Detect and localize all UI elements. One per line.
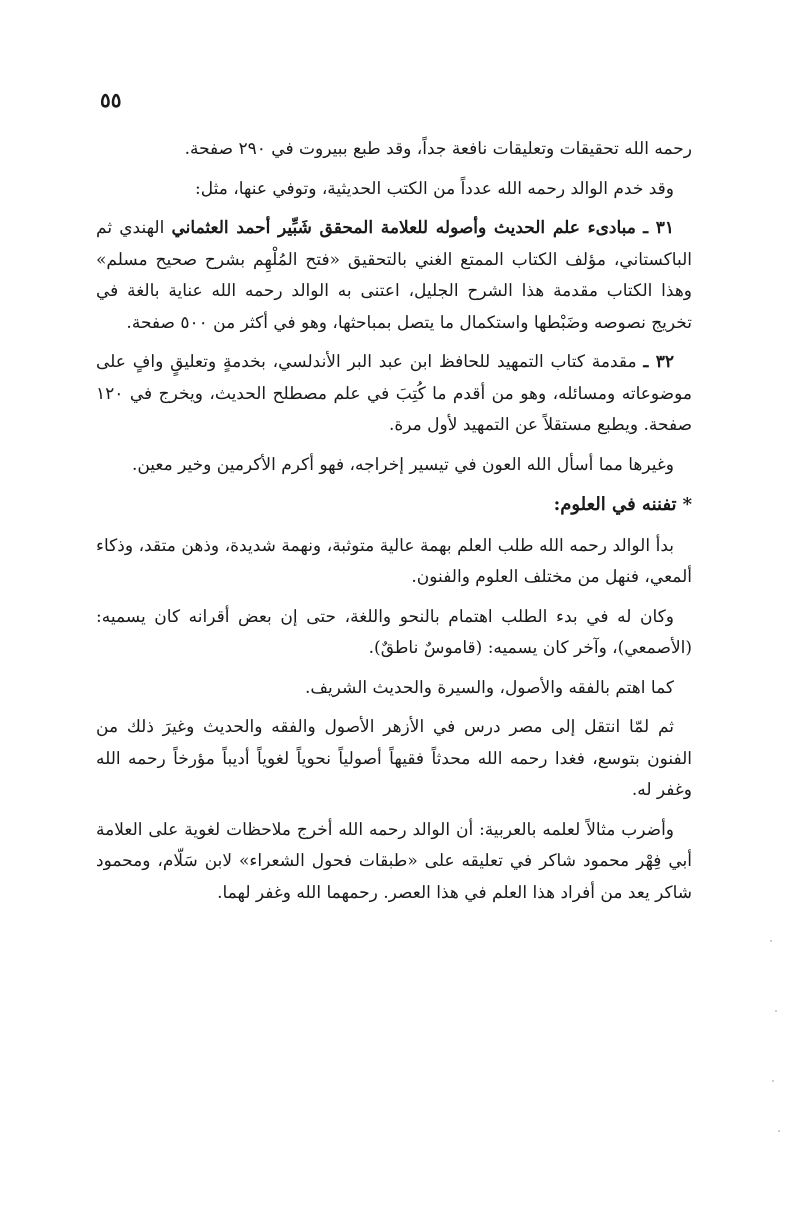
- paragraph-text: كما اهتم بالفقه والأصول، والسيرة والحديث الشريف.: [304, 677, 674, 698]
- section-heading: [96, 489, 692, 521]
- item-text: مقدمة كتاب التمهيد للحافظ ابن عبد البر الأندلسي، بخدمةٍ وتعليقٍ وافٍ على موضوعاته ومسائله، وهو من أقدم ما كُتِبَ في علم مصطلح الحديث، ويخرج في ١٢٠ صفحة. ويطبع مستقلاً عن التمهيد لأول مرة.: [96, 352, 692, 435]
- paragraph-text: وأضرب مثالاً لعلمه بالعربية: أن الوالد رحمه الله أخرج ملاحظات لغوية على العلامة أبي فِهْر محمود شاكر في تعليقه على «طبقات فحول الشعراء» لابن سَلّام، ومحمود شاكر يعد من أفراد هذا العلم في هذا العصر. رحمهما الله وغفر لهما.: [96, 819, 692, 903]
- paragraph-text: وكان له في بدء الطلب اهتمام بالنحو واللغة، حتى إن بعض أقرانه كان يسميه: (الأصمعي)، وآخر كان يسميه: (قاموسٌ ناطقٌ).: [96, 606, 692, 658]
- paragraph-2: [96, 174, 692, 206]
- paragraph-text: وقد خدم الوالد رحمه الله عدداً من الكتب الحديثية، وتوفي عنها، مثل:: [194, 178, 674, 199]
- section-heading-text: تفننه في العلوم:: [553, 494, 677, 515]
- paragraph-text: ثم لمّا انتقل إلى مصر درس في الأزهر الأصول والفقه والحديث وغيرَ ذلك من الفنون بتوسع، فغدا رحمه الله محدثاً فقيهاً أصولياً نحوياً لغوياً أديباً مؤرخاً رحمه الله وغفر له.: [96, 717, 692, 800]
- section-paragraph-3: [96, 673, 692, 705]
- scan-speck: [772, 1080, 774, 1082]
- section-paragraph-5: [96, 815, 692, 910]
- item-title: مبادىء علم الحديث وأصوله للعلامة المحقق شَبِّير أحمد العثماني: [171, 218, 636, 238]
- section-paragraph-1: [96, 531, 692, 594]
- body-text: [96, 134, 692, 917]
- section-paragraph-4: [96, 712, 692, 807]
- item-text: الهندي ثم الباكستاني، مؤلف الكتاب الممتع الغني بالتحقيق «فتح المُلْهِم بشرح صحيح مسلم» وهذا الكتاب مقدمة هذا الشرح الجليل، اعتنى به الوالد رحمه الله عناية بالغة في تخريج نصوصه وضَبْطها واستكمال ما يتصل بمباحثها، وهو في أكثر من ٥٠٠ صفحة.: [96, 218, 692, 333]
- list-item-31: [96, 213, 692, 339]
- paragraph-1: [96, 134, 692, 166]
- item-number: ٣١ ـ: [643, 218, 674, 238]
- scan-speck: [778, 1130, 780, 1132]
- item-number: ٣٢ ـ: [643, 352, 674, 372]
- scan-speck: [775, 1010, 777, 1012]
- paragraph-text: بدأ الوالد رحمه الله طلب العلم بهمة عالية متوثبة، ونهمة شديدة، وذهن متقد، وذكاء ألمعي، فنهل من مختلف العلوم والفنون.: [96, 535, 692, 587]
- paragraph-closing: [96, 450, 692, 482]
- section-paragraph-2: [96, 602, 692, 665]
- list-item-32: [96, 347, 692, 442]
- paragraph-text: وغيرها مما أسأل الله العون في تيسير إخراجه، فهو أكرم الأكرمين وخير معين.: [131, 454, 674, 475]
- asterisk-icon: *: [682, 494, 692, 515]
- scan-speck: [770, 940, 772, 942]
- paragraph-text: رحمه الله تحقيقات وتعليقات نافعة جداً، وقد طبع ببيروت في ٢٩٠ صفحة.: [184, 139, 692, 159]
- page-number: ٥٥: [100, 88, 122, 112]
